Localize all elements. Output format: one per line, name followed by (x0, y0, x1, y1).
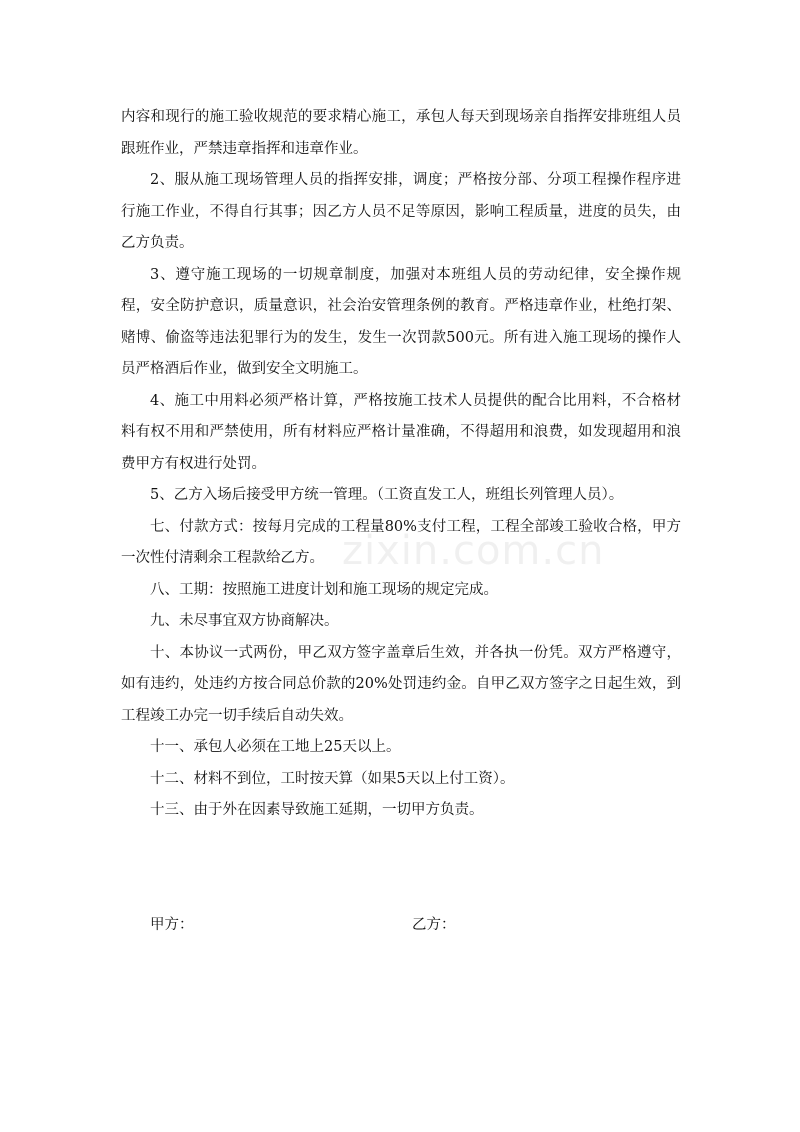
watermark: zixin.com.cn (342, 528, 605, 574)
party-b-signature-label: 乙方： (412, 917, 456, 933)
document-body (121, 102, 681, 827)
section-schedule: 八、工期：按照施工进度计划和施工现场的规定完成。 (150, 581, 498, 598)
section-external-delay: 十三、由于外在因素导致施工延期，一切甲方负责。 (150, 802, 484, 818)
section-unresolved-matters: 九、未尽事宜双方协商解决。 (150, 613, 339, 629)
clause-3: 3、遵守施工现场的一切规章制度，加强对本班组人员的劳动纪律，安全操作规程，安全防护意识，质量意识，社会治安管理条例的教育。严格违章作业，杜绝打架、赌博、偷盗等违法犯罪行为的发生，发生一次罚款500元。所有进入施工现场的操作人员严格酒后作业，做到安全文明施工。 (121, 266, 681, 377)
section-materials-delay: 十二、材料不到位，工时按天算（如果5天以上付工资）。 (150, 770, 515, 787)
party-a-signature-label: 甲方： (150, 917, 194, 933)
clause-5: 5、乙方入场后接受甲方统一管理。（工资直发工人，班组长列管理人员）。 (150, 487, 624, 503)
section-onsite-days: 十一、承包人必须在工地上25天以上。 (150, 739, 401, 755)
section-agreement-validity: 十、本协议一式两份，甲乙双方签字盖章后生效，并各执一份凭。双方严格遵守，如有违约，处违约方按合同总价款的20%处罚违约金。自甲乙双方签字之日起生效，到工程竣工办完一切手续后自动失效。 (121, 644, 681, 724)
signature-row (150, 910, 570, 941)
clause-4: 4、施工中用料必须严格计算，严格按施工技术人员提供的配合比用料，不合格材料有权不用和严禁使用，所有材料应严格计量准确，不得超用和浪费，如发现超用和浪费甲方有权进行处罚。 (121, 392, 681, 472)
paragraph-continuation: 内容和现行的施工验收规范的要求精心施工，承包人每天到现场亲自指挥安排班组人员跟班作业，严禁违章指挥和违章作业。 (121, 109, 681, 157)
section-payment-terms: 七、付款方式：按每月完成的工程量80%支付工程，工程全部竣工验收合格，甲方一次性付清剩余工程款给乙方。 (121, 518, 681, 566)
clause-2: 2、服从施工现场管理人员的指挥安排，调度；严格按分部、分项工程操作程序进行施工作业，不得自行其事；因乙方人员不足等原因，影响工程质量，进度的员失，由乙方负责。 (121, 172, 681, 251)
